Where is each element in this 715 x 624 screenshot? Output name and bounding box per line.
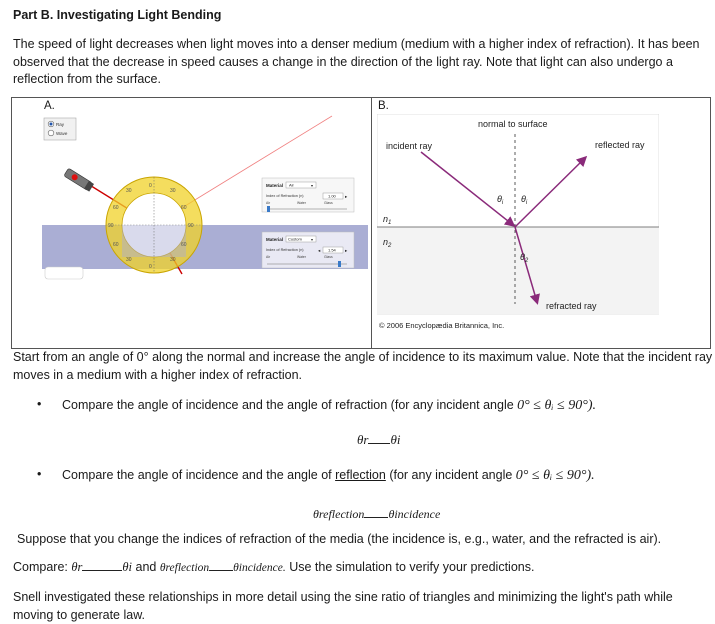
reflected-label: reflected ray bbox=[595, 140, 645, 150]
protractor-label: 30 bbox=[126, 257, 132, 263]
reflection-link[interactable]: reflection bbox=[335, 468, 386, 482]
index-label: Index of Refraction (n) bbox=[266, 194, 304, 198]
index-value: 1.00 bbox=[328, 193, 336, 199]
compare-line bbox=[13, 559, 534, 575]
bullet-2 bbox=[62, 468, 702, 484]
bullet-2-condition: 0° ≤ θᵢ ≤ 90°). bbox=[515, 468, 595, 483]
svg-text:θi: $\theta_i$ bbox=[497, 194, 504, 206]
incident-label: incident ray bbox=[386, 141, 433, 151]
svg-text:θi: $\theta_i$ bbox=[521, 194, 528, 206]
bullet-2-text: Compare the angle of incidence and the angle of bbox=[62, 468, 336, 482]
svg-text:n2: $n_2$ bbox=[383, 237, 392, 249]
svg-text:θ2: $\theta_2$ bbox=[520, 252, 529, 264]
material-control-bottom[interactable] bbox=[262, 232, 354, 268]
theta-i-label: θ bbox=[497, 194, 502, 204]
scale-label: Glass bbox=[324, 255, 333, 259]
compare-tail: Use the simulation to verify your predictions. bbox=[289, 560, 535, 574]
bullet-1 bbox=[62, 398, 702, 414]
compare-b-blank[interactable] bbox=[209, 559, 233, 571]
formula-1 bbox=[357, 432, 400, 448]
protractor-label: 60 bbox=[181, 242, 187, 248]
compare-b-left: θreflection bbox=[159, 562, 210, 574]
svg-text:▸: ▸ bbox=[345, 193, 348, 199]
protractor-label: 30 bbox=[170, 257, 176, 263]
theta-2-label: θ bbox=[520, 252, 525, 262]
snell-paragraph: Snell investigated these relationships in more detail using the sine ratio of triangles and minimizing the light's path while moving to generate law. bbox=[13, 590, 673, 622]
index-value: 1.54 bbox=[328, 247, 336, 253]
formula-1-left: θr bbox=[357, 432, 369, 447]
protractor-label: 60 bbox=[113, 205, 119, 211]
material-control-top[interactable] bbox=[262, 178, 354, 212]
material-label: Material bbox=[266, 237, 284, 242]
protractor-label: 60 bbox=[113, 242, 119, 248]
refraction-simulation bbox=[42, 114, 368, 282]
scale-label: Air bbox=[266, 255, 271, 259]
formula-1-blank[interactable] bbox=[368, 432, 390, 444]
normal-label: normal to surface bbox=[478, 119, 548, 129]
scale-label: Water bbox=[297, 201, 306, 205]
svg-text:▸: ▸ bbox=[345, 247, 348, 253]
compare-and: and bbox=[135, 560, 157, 574]
material-label: Material bbox=[266, 183, 284, 188]
ray-radio-label: Ray bbox=[56, 122, 65, 127]
index-label: Index of Refraction (n) bbox=[266, 248, 304, 252]
wave-radio-label: Wave bbox=[56, 131, 68, 136]
index-slider-thumb[interactable] bbox=[338, 261, 341, 267]
material-value: Air bbox=[289, 182, 294, 188]
suppose-paragraph: Suppose that you change the indices of refraction of the media (the incidence is, e.g., water, and the refracted is air). bbox=[17, 532, 662, 546]
section-title: Part B. Investigating Light Bending bbox=[13, 8, 222, 22]
protractor-label: 90 bbox=[108, 223, 114, 229]
index-slider-thumb[interactable] bbox=[267, 206, 270, 212]
svg-text:n1: $n_1$ bbox=[383, 214, 392, 226]
protractor-label: 0 bbox=[149, 264, 152, 270]
protractor-label: 30 bbox=[126, 188, 132, 194]
svg-text:▾: ▾ bbox=[311, 236, 314, 242]
bullet-dot: • bbox=[37, 397, 42, 411]
formula-2 bbox=[313, 506, 440, 522]
start-paragraph: Start from an angle of 0° along the normal and increase the angle of incidence to its maximum value. Note that the incident ray moves in a medium with a higher index of refraction. bbox=[13, 350, 713, 382]
copyright: © 2006 Encyclopædia Britannica, Inc. bbox=[379, 321, 505, 330]
material-value: Custom bbox=[288, 236, 302, 242]
panel-a-label: A. bbox=[44, 100, 55, 112]
protractor-label: 0 bbox=[149, 183, 152, 189]
scale-label: Glass bbox=[324, 201, 333, 205]
scale-label: Water bbox=[297, 255, 306, 259]
bullet-2-text-after: (for any incident angle bbox=[385, 468, 513, 482]
intro-paragraph: The speed of light decreases when light moves into a denser medium (medium with a higher index of refraction). It has been observed that the decrease in speed causes a change in the direction of the light ray. Note that light can also undergo a reflection from the surface. bbox=[13, 37, 700, 86]
bullet-1-condition: 0° ≤ θᵢ ≤ 90°). bbox=[517, 398, 596, 413]
formula-2-right: θincidence bbox=[388, 507, 441, 521]
compare-a-left: θr bbox=[71, 560, 83, 574]
svg-text:▾: ▾ bbox=[311, 182, 314, 188]
refracted-label: refracted ray bbox=[546, 301, 597, 311]
bullet-1-text: Compare the angle of incidence and the angle of refraction (for any incident angle bbox=[62, 398, 514, 412]
n1-label: n bbox=[383, 214, 389, 224]
formula-2-left: θreflection bbox=[313, 507, 365, 521]
formula-1-right: θi bbox=[390, 432, 401, 447]
bullet-dot: • bbox=[37, 467, 42, 481]
scale-label: Air bbox=[266, 201, 271, 205]
svg-text:◂: ◂ bbox=[318, 247, 321, 253]
compare-b-right: θincidence. bbox=[233, 562, 286, 574]
protractor-label: 90 bbox=[188, 223, 194, 229]
protractor-label: 60 bbox=[181, 205, 187, 211]
compare-label: Compare: bbox=[13, 560, 68, 574]
wave-radio[interactable] bbox=[48, 130, 54, 136]
compare-a-blank[interactable] bbox=[82, 559, 122, 571]
theta-r-label: θ bbox=[521, 194, 526, 204]
compare-a-right: θi bbox=[122, 560, 133, 574]
protractor-label: 30 bbox=[170, 188, 176, 194]
refraction-diagram bbox=[377, 114, 659, 334]
figure-divider bbox=[371, 97, 372, 348]
n2-label: n bbox=[383, 237, 389, 247]
formula-2-blank[interactable] bbox=[364, 506, 388, 518]
panel-b-label: B. bbox=[378, 100, 389, 112]
